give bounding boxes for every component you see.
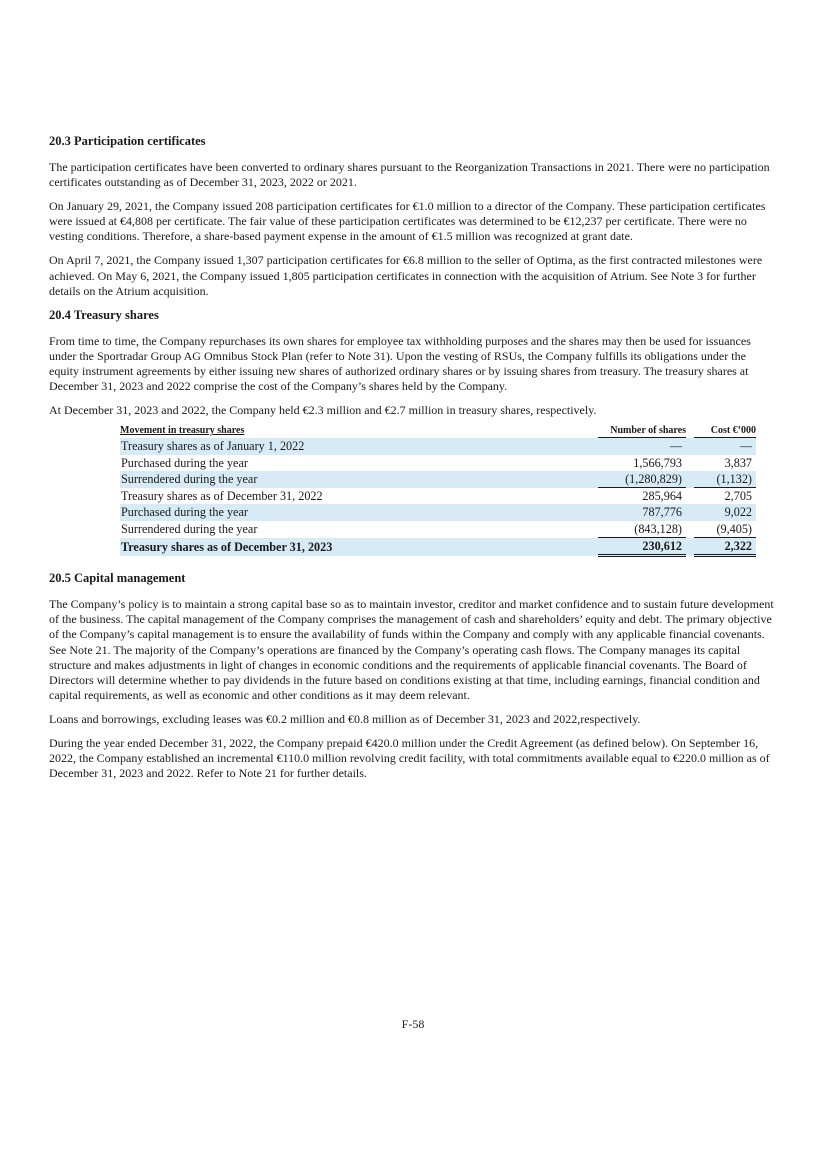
row-cost: 9,022 — [694, 504, 756, 520]
treasury-shares-table — [120, 425, 756, 557]
row-shares: 285,964 — [642, 489, 682, 504]
paragraph: From time to time, the Company repurchases its own shares for employee tax withholding purposes and the shares may then be used for issuances under the Sportradar Group AG Omnibus Stock Plan (refer to Note 31). Upon the vesting of RSUs, the Company fulfills its obligations under the equity instrument agreements by either issuing new shares of authorized ordinary shares or by issuing shares from treasury. The treasury shares at December 31, 2023 and 2022 comprise the cost of the Company’s shares held by the Company. — [49, 333, 751, 394]
page-content — [49, 134, 775, 790]
table-row — [120, 438, 756, 455]
table-row — [120, 521, 756, 538]
row-label: Treasury shares as of January 1, 2022 — [120, 438, 598, 455]
table-row — [120, 504, 756, 520]
section-heading-participation: 20.3 Participation certificates — [49, 134, 206, 148]
row-cost: 2,705 — [724, 489, 752, 504]
row-cost: 2,322 — [694, 538, 756, 556]
table-row — [120, 455, 756, 471]
table-header-movement: Movement in treasury shares — [120, 425, 245, 437]
row-label: Purchased during the year — [120, 504, 598, 520]
row-cost: — — [694, 438, 756, 455]
table-header-number-of-shares: Number of shares — [598, 425, 686, 438]
paragraph: On April 7, 2021, the Company issued 1,307 participation certificates for €6.8 million to the seller of Optima, as the first contracted milestones were achieved. On May 6, 2021, the Company issued 1,805 participation certificates in connection with the acquisition of Atrium. See Note 3 for further details on the Atrium acquisition. — [49, 253, 763, 298]
table-row — [120, 471, 756, 488]
paragraph: The participation certificates have been converted to ordinary shares pursuant to the Reorganization Transactions in 2021. There were no participation certificates outstanding as of December 31, 2023, 2022 or 2021. — [49, 160, 770, 190]
row-shares: 787,776 — [598, 504, 686, 520]
row-label: Surrendered during the year — [121, 521, 258, 536]
paragraph: On January 29, 2021, the Company issued 208 participation certificates for €1.0 million to a director of the Company. These participation certificates were issued at €4,808 per certificate. The fair value of these participation certificates was determined to be €12,237 per certificate. There were no vesting conditions. Therefore, a share-based payment expense in the amount of €1.5 million was recognized at grant date. — [49, 199, 766, 244]
row-label: Treasury shares as of December 31, 2023 — [120, 538, 598, 556]
row-shares: (843,128) — [598, 521, 686, 538]
row-cost: 3,837 — [724, 455, 752, 470]
section-heading-treasury: 20.4 Treasury shares — [49, 307, 159, 322]
row-shares: 230,612 — [598, 538, 686, 556]
table-row — [120, 488, 756, 505]
paragraph: At December 31, 2023 and 2022, the Company held €2.3 million and €2.7 million in treasury shares, respectively. — [49, 403, 597, 418]
page-number: F-58 — [401, 1017, 425, 1031]
row-shares: (1,280,829) — [598, 471, 686, 488]
paragraph: The Company’s policy is to maintain a strong capital base so as to maintain investor, creditor and market confidence and to sustain future development of the business. The capital management of the Company comprises the management of cash and shareholders’ equity and debt. The primary objective of the Company’s capital management is to ensure the availability of funds within the Company and comply with any applicable financial covenants. See Note 21. The majority of the Company’s operations are financed by the Company’s operating cash flows. The Company manages its capital structure and makes adjustments in light of changes in economic conditions and the requirements of applicable financial covenants. The Board of Directors will determine whether to pay dividends in the future based on conditions existing at that time, including earnings, financial condition and capital requirements, as well as economic and other conditions as it may deem relevant. — [49, 597, 774, 702]
row-shares: 1,566,793 — [633, 455, 682, 470]
table-row-total — [120, 538, 756, 556]
treasury-table-container — [120, 425, 756, 557]
row-cost: (1,132) — [694, 471, 756, 488]
row-shares: — — [598, 438, 686, 455]
row-label: Treasury shares as of December 31, 2022 — [121, 488, 323, 503]
section-heading-capital: 20.5 Capital management — [49, 571, 186, 586]
paragraph: During the year ended December 31, 2022, the Company prepaid €420.0 million under the Credit Agreement (as defined below). On September 16, 2022, the Company established an incremental €110.0 million revolving credit facility, with total commitments available equal to €220.0 million as of December 31, 2023 and 2022. Refer to Note 21 for further details. — [49, 736, 770, 781]
row-label: Purchased during the year — [121, 455, 248, 470]
row-label: Surrendered during the year — [120, 471, 598, 488]
row-cost: (9,405) — [694, 521, 756, 538]
table-header-cost: Cost €’000 — [694, 425, 756, 438]
paragraph: Loans and borrowings, excluding leases was €0.2 million and €0.8 million as of December 31, 2023 and 2022,respectively. — [49, 711, 641, 726]
